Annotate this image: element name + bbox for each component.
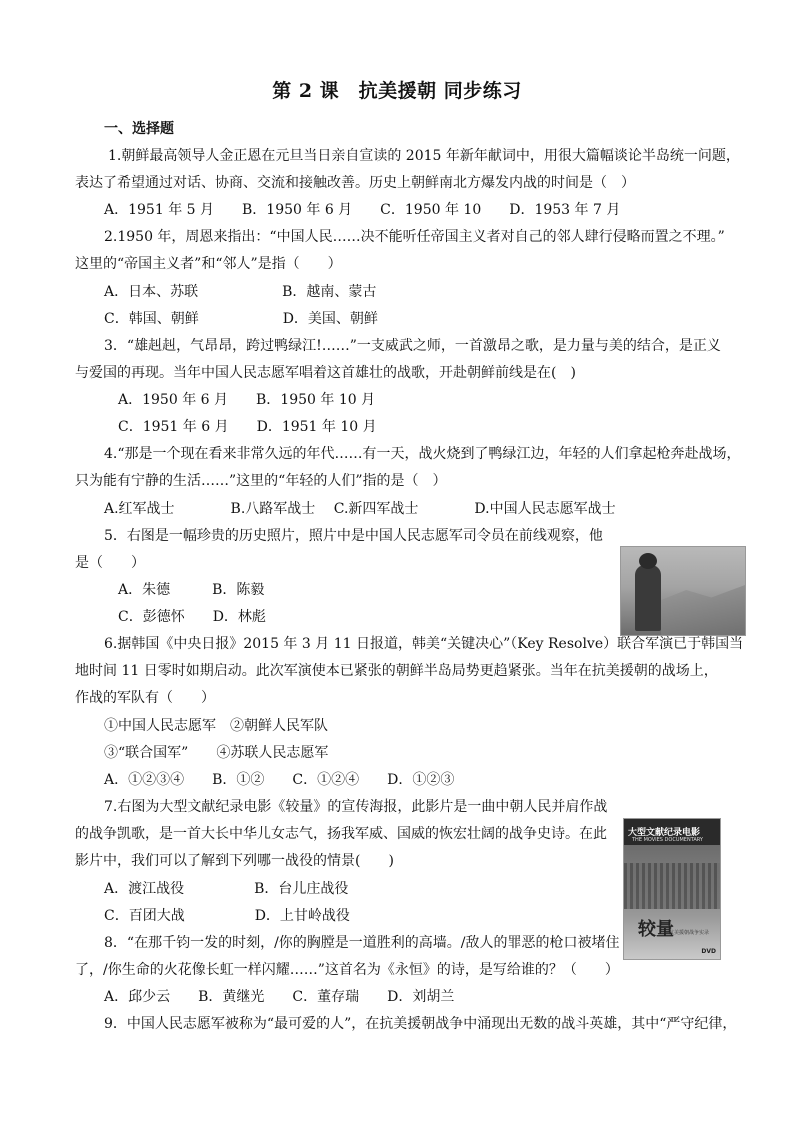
question-2-line-2: 这里的“帝国主义者”和“邻人”是指（ ）: [75, 256, 342, 272]
section-heading: 一、选择题: [104, 121, 174, 137]
question-6-line-1: 6.据韩国《中央日报》2015 年 3 月 11 日报道，韩美“关键决心”（Key Resolve）联合军演已于韩国当: [104, 636, 744, 652]
question-8-line-1: 8．“在那千钧一发的时刻，/你的胸膛是一道胜利的高墙。/敌人的罪恶的枪口被堵住: [104, 935, 620, 951]
movie-poster: [623, 818, 721, 960]
question-2-line-1: 2.1950 年，周恩来指出：“中国人民……决不能听任帝国主义者对自己的邻人肆行侵略而置之不理。”: [104, 229, 725, 245]
poster-crowd-image: [624, 863, 720, 909]
question-9-line-1: 9．中国人民志愿军被称为“最可爱的人”，在抗美援朝战争中涌现出无数的战斗英雄，其中“严守纪律，: [104, 1016, 737, 1032]
poster-dvd-badge: DVD: [701, 948, 716, 955]
poster-heading: 大型文献纪录电影: [628, 828, 701, 838]
question-5-options-cd: C．彭德怀 D．林彪: [118, 609, 266, 625]
question-8-options: A．邱少云 B．黄继光 C．董存瑞 D．刘胡兰: [104, 989, 455, 1005]
question-3-options-ab: A．1950 年 6 月 B．1950 年 10 月: [118, 392, 376, 408]
question-2-options-cd: C．韩国、朝鲜 D．美国、朝鲜: [104, 311, 378, 327]
question-6-item-12: ①中国人民志愿军 ②朝鲜人民军队: [104, 718, 328, 734]
question-5-options-ab: A．朱德 B．陈毅: [118, 582, 265, 598]
poster-film-name: 较量: [638, 919, 674, 940]
question-4-line-1: 4.“那是一个现在看来非常久远的年代……有一天，战火烧到了鸭绿江边，年轻的人们拿起枪奔赴战场，: [104, 446, 741, 462]
page-title: 第 2 课 抗美援朝 同步练习: [272, 80, 522, 102]
question-2-options-ab: A．日本、苏联 B．越南、蒙古: [104, 284, 377, 300]
question-6-line-3: 作战的军队有（ ）: [75, 690, 215, 706]
question-1-line-2: 表达了希望通过对话、协商、交流和接触改善。历史上朝鲜南北方爆发内战的时间是（ ）: [75, 175, 635, 191]
question-6-item-34: ③“联合国军” ④苏联人民志愿军: [104, 745, 329, 761]
question-6-line-2: 地时间 11 日零时如期启动。此次军演使本已紧张的朝鲜半岛局势更趋紧张。当年在抗美援朝的战场上，: [75, 663, 718, 679]
poster-subheading: THE MOVIES DOCUMENTARY: [632, 837, 703, 843]
question-7-line-1: 7.右图为大型文献纪录电影《较量》的宣传海报，此影片是一曲中朝人民并肩作战: [104, 799, 608, 815]
question-6-options: A．①②③④ B．①② C．①②④ D．①②③: [104, 772, 455, 788]
question-3-line-1: 3．“雄赳赳，气昂昂，跨过鸭绿江!……”一支威武之师，一首激昂之歌，是力量与美的结合，是正义: [104, 338, 721, 354]
commander-photo: [620, 546, 746, 636]
question-5-line-2: 是（ ）: [75, 555, 145, 571]
question-3-line-2: 与爱国的再现。当年中国人民志愿军唱着这首雄壮的战歌，开赴朝鲜前线是在( ): [75, 365, 576, 381]
question-1-options: A．1951 年 5 月 B．1950 年 6 月 C．1950 年 10 D．1953 年 7 月: [104, 202, 621, 218]
question-7-line-3: 影片中，我们可以了解到下列哪一战役的情景( ): [75, 853, 394, 869]
question-7-line-2: 的战争凯歌，是一首大长中华儿女志气，扬我军威、国威的恢宏壮阔的战争史诗。在此: [75, 826, 607, 842]
question-5-line-1: 5．右图是一幅珍贵的历史照片，照片中是中国人民志愿军司令员在前线观察，他: [104, 528, 603, 544]
photo-figure: [635, 565, 661, 631]
photo-landscape: [661, 585, 745, 635]
question-4-line-2: 只为能有宁静的生活……”这里的“年轻的人们”指的是（ ）: [75, 473, 447, 489]
question-3-options-cd: C．1951 年 6 月 D．1951 年 10 月: [118, 419, 377, 435]
question-7-options-cd: C．百团大战 D．上甘岭战役: [104, 908, 350, 924]
question-8-line-2: 了，/你生命的火花像长虹一样闪耀……”这首名为《永恒》的诗，是写给谁的？（ ）: [75, 962, 619, 978]
question-7-options-ab: A．渡江战役 B．台儿庄战役: [104, 881, 349, 897]
poster-tagline: —抗美援朝战争实录: [664, 930, 710, 936]
photo-figure-head: [639, 553, 657, 569]
question-1-line-1: 1.朝鲜最高领导人金正恩在元旦当日亲自宣读的 2015 年新年献词中，用很大篇幅谈论半岛统一问题，: [108, 148, 740, 164]
question-4-options: A.红军战士 B.八路军战士 C.新四军战士 D.中国人民志愿军战士: [104, 501, 616, 517]
